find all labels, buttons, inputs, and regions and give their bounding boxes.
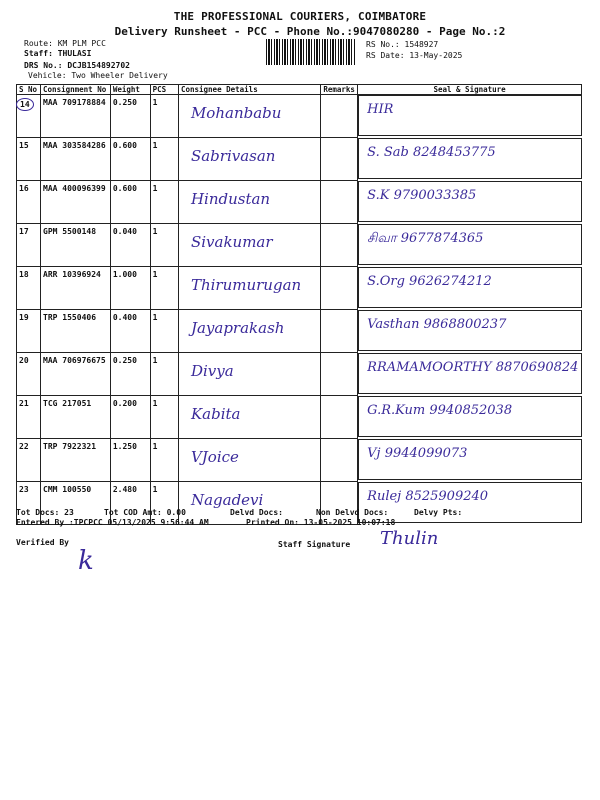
consignment-number: GPM 5500148 <box>43 227 97 236</box>
consignment-number: ARR 10396924 <box>43 270 101 279</box>
weight-cell <box>110 353 150 396</box>
col-sno: S No <box>17 85 41 95</box>
pieces: 1 <box>152 485 158 494</box>
seal-signature: S.Org 9626274212 <box>367 273 492 289</box>
serial-number: 20 <box>19 356 29 365</box>
seal-signature: S.K 9790033385 <box>367 187 477 203</box>
serial-number: 22 <box>19 442 29 451</box>
serial-number-cell <box>17 181 41 224</box>
consignee-cell <box>178 267 320 310</box>
table-row <box>17 310 582 353</box>
pieces: 1 <box>152 270 158 279</box>
consignment-number-cell <box>41 224 111 267</box>
col-consignee: Consignee Details <box>178 85 320 95</box>
consignee: Divya <box>190 362 234 380</box>
weight: 0.600 <box>112 184 137 193</box>
consignee: Nagadevi <box>190 491 264 509</box>
weight-cell <box>110 396 150 439</box>
weight-cell <box>110 439 150 482</box>
serial-number-cell <box>17 439 41 482</box>
consignee-cell <box>178 439 320 482</box>
consignment-number: CMM 100550 <box>43 485 92 494</box>
serial-number: 23 <box>19 485 29 494</box>
pieces: 1 <box>152 141 158 150</box>
serial-number: 21 <box>19 399 29 408</box>
weight: 2.480 <box>112 485 137 494</box>
consignee: Kabita <box>190 405 241 423</box>
remarks-cell <box>321 310 358 353</box>
weight: 0.600 <box>112 141 137 150</box>
weight: 0.200 <box>112 399 137 408</box>
seal-signature: RRAMAMOORTHY 8870690824 <box>367 359 579 375</box>
remarks-cell <box>321 224 358 267</box>
pieces-cell <box>150 224 178 267</box>
serial-number: 18 <box>19 270 29 279</box>
serial-number-cell <box>17 267 41 310</box>
rs-number: RS No.: 1548927 <box>366 40 439 49</box>
pieces-cell <box>150 95 178 138</box>
table-row <box>17 95 582 138</box>
remarks-cell <box>321 95 358 138</box>
seal-signature-cell <box>358 224 581 265</box>
staff-signature: Thulin <box>380 528 439 549</box>
pieces-cell <box>150 181 178 224</box>
consignment-number-cell <box>41 439 111 482</box>
seal-signature-cell <box>358 95 581 136</box>
consignee: Mohanbabu <box>190 104 282 122</box>
weight-cell <box>110 224 150 267</box>
vehicle: Vehicle: Two Wheeler Delivery <box>28 71 168 80</box>
pieces-cell <box>150 396 178 439</box>
consignment-number: TCG 217051 <box>43 399 92 408</box>
consignment-number: TRP 7922321 <box>43 442 97 451</box>
serial-number-cell <box>17 95 41 138</box>
seal-signature: Rulej 8525909240 <box>367 488 489 504</box>
seal-signature: G.R.Kum 9940852038 <box>367 402 513 418</box>
pieces: 1 <box>152 313 158 322</box>
consignment-number-cell <box>41 396 111 439</box>
consignee: Sivakumar <box>190 233 273 251</box>
consignee: Sabrivasan <box>190 147 276 165</box>
col-signature: Seal & Signature <box>358 85 582 95</box>
seal-signature-cell <box>358 353 581 394</box>
weight-cell <box>110 310 150 353</box>
weight: 0.040 <box>112 227 137 236</box>
weight-cell <box>110 95 150 138</box>
consignment-number-cell <box>41 267 111 310</box>
pieces: 1 <box>152 356 158 365</box>
table-header <box>17 85 582 95</box>
serial-number: 19 <box>19 313 29 322</box>
table-row <box>17 439 582 482</box>
remarks-cell <box>321 396 358 439</box>
serial-number: 14 <box>16 98 34 111</box>
pieces: 1 <box>152 184 158 193</box>
company-title: THE PROFESSIONAL COURIERS, COIMBATORE <box>173 10 427 23</box>
consignment-number: MAA 303584286 <box>43 141 106 150</box>
remarks-cell <box>321 267 358 310</box>
weight: 0.250 <box>112 98 137 107</box>
weight: 1.250 <box>112 442 137 451</box>
pieces-cell <box>150 353 178 396</box>
serial-number-cell <box>17 353 41 396</box>
table-row <box>17 396 582 439</box>
col-pcs: PCS <box>150 85 178 95</box>
consignee: Thirumurugan <box>190 276 302 294</box>
consignee-cell <box>178 224 320 267</box>
table-row <box>17 267 582 310</box>
staff: Staff: THULASI <box>24 49 92 58</box>
printed-on: Printed On: 13-05-2025 10:07:18 <box>246 518 396 527</box>
serial-number-cell <box>17 310 41 353</box>
consignee-cell <box>178 353 320 396</box>
consignment-number-cell <box>41 138 111 181</box>
seal-signature-cell <box>358 310 581 351</box>
seal-signature-cell <box>358 482 581 523</box>
runsheet-title: Delivery Runsheet - PCC - Phone No.:9047080280 - Page No.:2 <box>114 25 506 38</box>
seal-signature-cell <box>358 181 581 222</box>
remarks-cell <box>321 353 358 396</box>
route: Route: KM PLM PCC <box>24 39 106 48</box>
table-row <box>17 224 582 267</box>
consignee-cell <box>178 138 320 181</box>
seal-signature-cell <box>358 267 581 308</box>
consignment-number-cell <box>41 310 111 353</box>
weight-cell <box>110 181 150 224</box>
serial-number: 15 <box>19 141 29 150</box>
staff-signature-label: Staff Signature <box>278 540 351 549</box>
delivered-docs: Delvd Docs: <box>230 508 283 517</box>
serial-number: 17 <box>19 227 29 236</box>
table-row <box>17 181 582 224</box>
seal-signature: Vasthan 9868800237 <box>367 316 507 332</box>
consignment-number-cell <box>41 181 111 224</box>
total-docs: Tot Docs: 23 <box>16 508 74 517</box>
table-row <box>17 138 582 181</box>
consignment-number-cell <box>41 353 111 396</box>
consignment-number: TRP 1550406 <box>43 313 97 322</box>
seal-signature: Vj 9944099073 <box>367 445 468 461</box>
seal-signature-cell <box>358 138 581 179</box>
total-cod: Tot COD Amt: 0.00 <box>104 508 186 517</box>
consignee-cell <box>178 181 320 224</box>
pieces: 1 <box>152 442 158 451</box>
consignee: VJoice <box>190 448 239 466</box>
weight-cell <box>110 138 150 181</box>
serial-number-cell <box>17 224 41 267</box>
pieces-cell <box>150 138 178 181</box>
consignment-number: MAA 400096399 <box>43 184 106 193</box>
seal-signature: HIR <box>367 102 394 117</box>
pieces-cell <box>150 267 178 310</box>
drs-number: DRS No.: DCJB154892702 <box>24 61 130 70</box>
remarks-cell <box>321 181 358 224</box>
remarks-cell <box>321 439 358 482</box>
serial-number-cell <box>17 396 41 439</box>
entered-by: Entered By :TPCPCC 05/13/2025 9:56:44 AM <box>16 518 209 527</box>
consignment-number: MAA 706976675 <box>43 356 106 365</box>
table-row <box>17 353 582 396</box>
weight: 0.250 <box>112 356 137 365</box>
pieces: 1 <box>152 399 158 408</box>
weight-cell <box>110 267 150 310</box>
barcode <box>266 39 356 65</box>
non-delivered-docs: Non Delvd Docs: <box>316 508 389 517</box>
delivery-points: Delvy Pts: <box>414 508 463 517</box>
consignment-number-cell <box>41 95 111 138</box>
verified-signature: k <box>78 546 94 576</box>
weight: 0.400 <box>112 313 137 322</box>
weight: 1.000 <box>112 270 137 279</box>
pieces: 1 <box>152 98 158 107</box>
verified-by-label: Verified By <box>16 538 69 547</box>
seal-signature-cell <box>358 396 581 437</box>
runsheet-table <box>16 84 582 525</box>
pieces: 1 <box>152 227 158 236</box>
consignee: Hindustan <box>190 190 271 208</box>
consignee: Jayaprakash <box>190 319 285 337</box>
col-remarks: Remarks <box>321 85 358 95</box>
serial-number: 16 <box>19 184 29 193</box>
col-consignment: Consignment No <box>41 85 111 95</box>
serial-number-cell <box>17 138 41 181</box>
seal-signature: S. Sab 8248453775 <box>367 144 496 160</box>
col-weight: Weight <box>110 85 150 95</box>
rs-date: RS Date: 13-May-2025 <box>366 51 463 60</box>
pieces-cell <box>150 310 178 353</box>
seal-signature-cell <box>358 439 581 480</box>
consignment-number: MAA 709178884 <box>43 98 106 107</box>
consignee-cell <box>178 396 320 439</box>
seal-signature: சிவா 9677874365 <box>367 230 484 246</box>
pieces-cell <box>150 439 178 482</box>
consignee-cell <box>178 310 320 353</box>
consignee-cell <box>178 95 320 138</box>
remarks-cell <box>321 138 358 181</box>
